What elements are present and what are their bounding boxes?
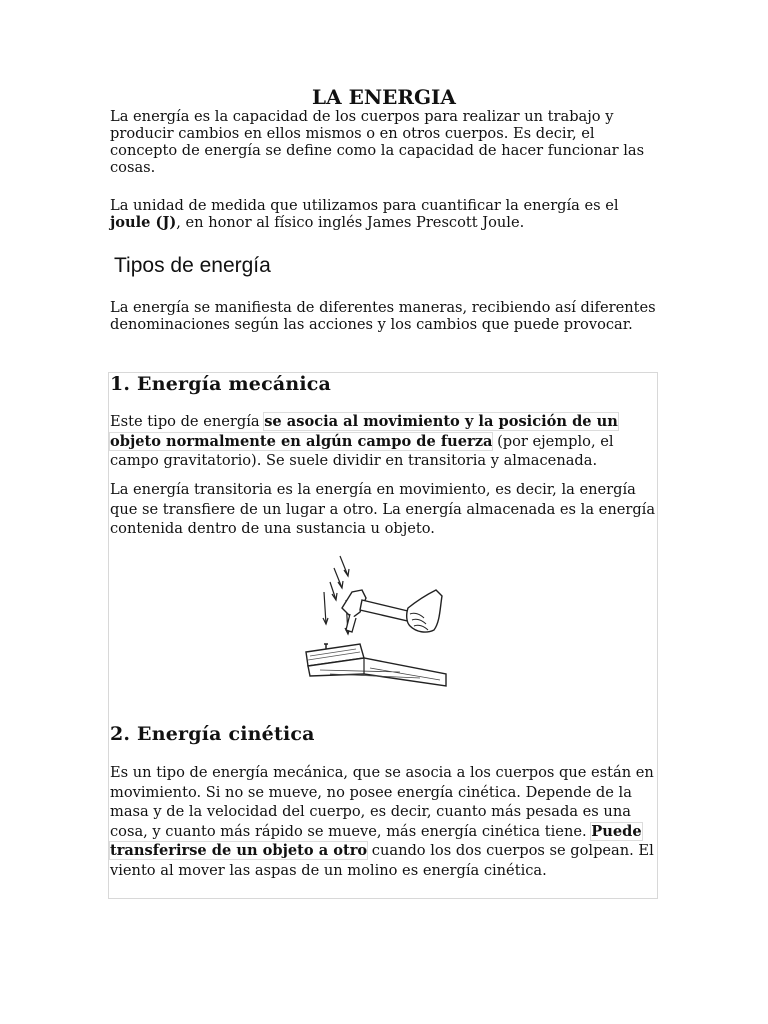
- cinetica-p1-after: cuando los dos cuerpos se golpean. El viento al mover las aspas de un molino es energía cinética.: [110, 842, 654, 879]
- tipos-heading: Tipos de energía: [114, 254, 271, 277]
- tipos-paragraph: La energía se manifiesta de diferentes maneras, recibiendo así diferentes denominaciones según las acciones y los cambios que puede provocar.: [110, 299, 656, 333]
- intro-p2-text-after: , en honor al físico inglés James Prescott Joule.: [176, 214, 525, 231]
- joule-unit: joule (J): [110, 214, 177, 231]
- page-title: LA ENERGIA: [312, 85, 456, 109]
- mecanica-paragraph-2: La energía transitoria es la energía en movimiento, es decir, la energía que se transfiere de un lugar a otro. La energía almacenada es la energía contenida dentro de una sustancia u objeto.: [110, 481, 656, 537]
- section-heading-mecanica: 1. Energía mecánica: [110, 373, 332, 395]
- mecanica-p1-after: (por ejemplo, el campo gravitatorio). Se suele dividir en transitoria y almacenada.: [110, 432, 614, 469]
- mecanica-p1-before: Este tipo de energía: [110, 413, 265, 430]
- hammer-nail-icon: [300, 548, 450, 694]
- intro-p2-text-before: La unidad de medida que utilizamos para cuantificar la energía es el: [110, 197, 619, 214]
- cinetica-p1-before: Es un tipo de energía mecánica, que se asocia a los cuerpos que están en movimiento. Si no se mueve, no posee energía cinética. Depende de la masa y de la velocidad del cuerpo, es decir, cuanto más pesada es una cosa, y cuanto más rápido se mueve, más energía cinética tiene.: [110, 764, 654, 840]
- mecanica-highlight: se asocia al movimiento y la posición de un objeto normalmente en algún campo de fuerza: [110, 413, 618, 450]
- section-heading-cinetica: 2. Energía cinética: [110, 723, 315, 745]
- cinetica-highlight: Puede transferirse de un objeto a otro: [110, 822, 642, 859]
- mecanica-paragraph-1: [110, 412, 658, 471]
- cinetica-paragraph-1: [110, 763, 658, 880]
- intro-paragraph-2: [110, 197, 658, 231]
- intro-paragraph-1: La energía es la capacidad de los cuerpos para realizar un trabajo y producir cambios en ellos mismos o en otros cuerpos. Es decir, el concepto de energía se define como la capacidad de hacer funcionar las cosas.: [110, 108, 645, 176]
